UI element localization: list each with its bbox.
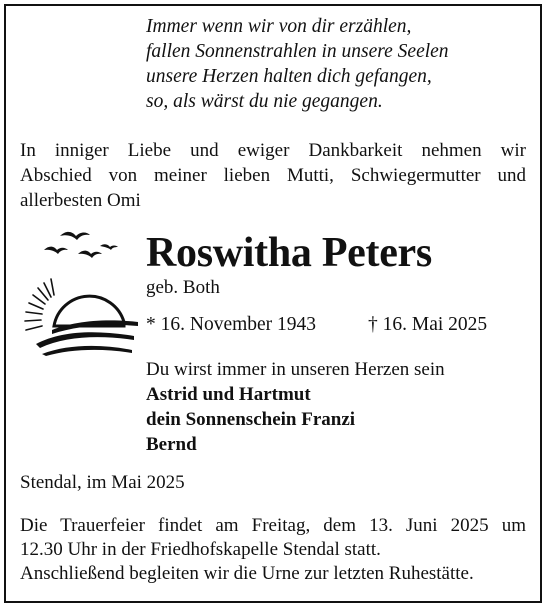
funeral-line: Anschließend begleiten wir die Urne zur letzten Ruhestätte. <box>20 563 474 584</box>
intro-text <box>20 138 526 213</box>
birth-date: * 16. November 1943 <box>146 314 317 335</box>
deceased-name: Roswitha Peters <box>146 230 432 276</box>
funeral-line: 12.30 Uhr in der Friedhofskapelle Stendal statt. <box>20 539 381 560</box>
mourner-name: Bernd <box>146 434 197 455</box>
intro-line: Abschied von meiner lieben Mutti, Schwiegermutter und <box>20 165 526 186</box>
poem-line: Immer wenn wir von dir erzählen, <box>146 16 412 37</box>
poem <box>146 14 526 114</box>
sunset-birds-icon <box>22 226 140 356</box>
mourners <box>146 357 445 457</box>
funeral-info <box>20 514 526 586</box>
poem-line: fallen Sonnenstrahlen in unsere Seelen <box>146 41 449 62</box>
death-date: † 16. Mai 2025 <box>368 314 488 335</box>
poem-line: unsere Herzen halten dich gefangen, <box>146 66 432 87</box>
poem-line: so, als wärst du nie gegangen. <box>146 91 383 112</box>
birth-name: geb. Both <box>146 277 220 298</box>
intro-line: allerbesten Omi <box>20 190 141 211</box>
life-dates <box>146 313 506 337</box>
mourner-name: dein Sonnenschein Franzi <box>146 409 356 430</box>
funeral-line: Die Trauerfeier findet am Freitag, dem 13. Juni 2025 um <box>20 515 526 536</box>
mourners-intro: Du wirst immer in unseren Herzen sein <box>146 359 445 380</box>
mourner-name: Astrid und Hartmut <box>146 384 311 405</box>
intro-line: In inniger Liebe und ewiger Dankbarkeit nehmen wir <box>20 140 526 161</box>
place-date: Stendal, im Mai 2025 <box>20 472 185 493</box>
